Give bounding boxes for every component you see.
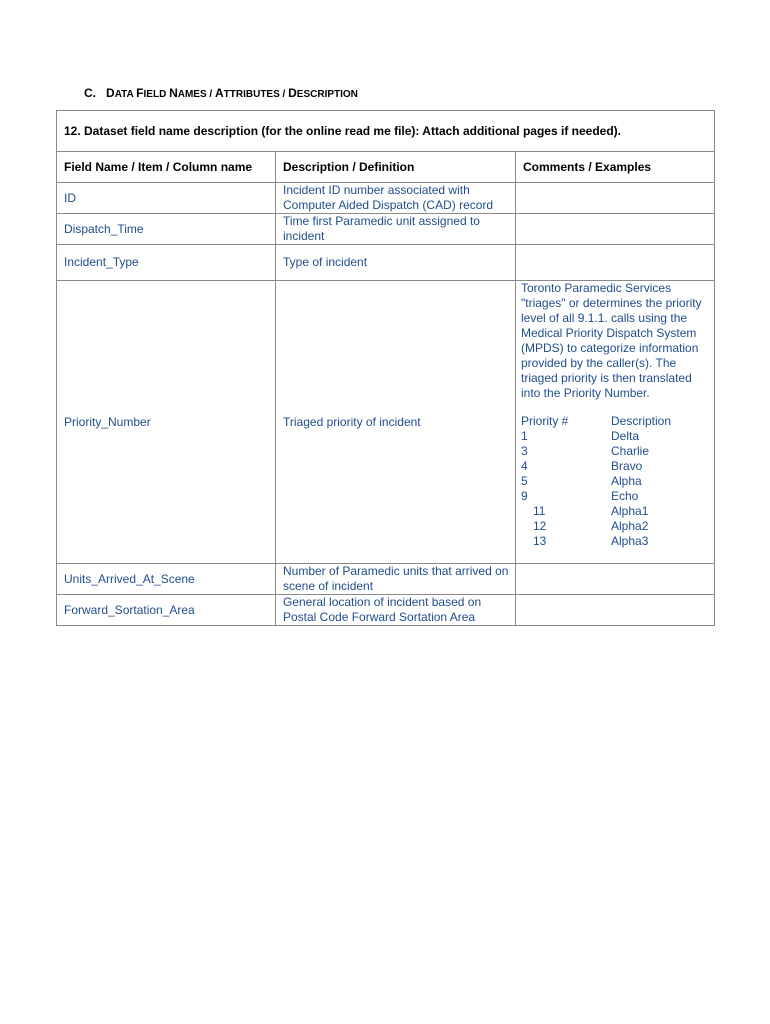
section-heading bbox=[84, 86, 358, 100]
comments-cell bbox=[516, 281, 715, 564]
priority-number-header: Priority # bbox=[521, 414, 569, 428]
section-letter: C. bbox=[84, 86, 96, 100]
priority-code: Alpha1 bbox=[611, 504, 649, 518]
priority-number: 4 bbox=[521, 459, 528, 473]
list-item bbox=[521, 429, 671, 444]
field-description-table bbox=[56, 110, 715, 626]
table-row bbox=[57, 595, 715, 626]
field-name-cell: ID bbox=[57, 183, 276, 214]
section-title-word-2: FIELD bbox=[136, 86, 170, 100]
section-title-word-5: DESCRIPTION bbox=[288, 86, 358, 100]
priority-code: Alpha2 bbox=[611, 519, 649, 533]
description-cell: Triaged priority of incident bbox=[276, 281, 516, 564]
table-row bbox=[57, 183, 715, 214]
priority-number: 9 bbox=[521, 489, 528, 503]
priority-number: 1 bbox=[521, 429, 528, 443]
priority-number: 12 bbox=[533, 519, 547, 533]
field-name-cell: Units_Arrived_At_Scene bbox=[57, 564, 276, 595]
header-comments: Comments / Examples bbox=[516, 152, 715, 183]
comments-cell bbox=[516, 214, 715, 245]
description-cell: General location of incident based on Postal Code Forward Sortation Area bbox=[276, 595, 516, 626]
priority-code: Alpha3 bbox=[611, 534, 649, 548]
header-description: Description / Definition bbox=[276, 152, 516, 183]
priority-legend bbox=[521, 414, 671, 549]
table-row bbox=[57, 281, 715, 564]
table-caption-row bbox=[57, 111, 715, 152]
priority-number: 5 bbox=[521, 474, 528, 488]
priority-legend-header bbox=[521, 414, 671, 429]
priority-code: Bravo bbox=[611, 459, 643, 473]
table-caption: 12. Dataset field name description (for the online read me file): Attach additional pages if needed). bbox=[57, 111, 715, 152]
list-item bbox=[521, 459, 671, 474]
table-row bbox=[57, 245, 715, 281]
table-header-row bbox=[57, 152, 715, 183]
comments-cell bbox=[516, 595, 715, 626]
priority-explanation: Toronto Paramedic Services "triages" or determines the priority level of all 9.1.1. calls using the Medical Priority Dispatch System (MPDS) to categorize information provided by the caller(s). The triaged priority is then translated into the Priority Number. bbox=[521, 281, 702, 400]
table-row bbox=[57, 564, 715, 595]
table-row bbox=[57, 214, 715, 245]
field-name-cell: Incident_Type bbox=[57, 245, 276, 281]
section-title-word-3: NAMES / bbox=[169, 86, 215, 100]
field-name-cell: Priority_Number bbox=[57, 281, 276, 564]
comments-cell bbox=[516, 564, 715, 595]
field-name-cell: Forward_Sortation_Area bbox=[57, 595, 276, 626]
list-item bbox=[521, 504, 671, 519]
priority-code: Charlie bbox=[611, 444, 650, 458]
list-item bbox=[521, 489, 671, 504]
priority-code: Echo bbox=[611, 489, 639, 503]
section-title-word-1: DATA bbox=[106, 86, 137, 100]
priority-number: 3 bbox=[521, 444, 528, 458]
comments-cell bbox=[516, 183, 715, 214]
description-cell: Time first Paramedic unit assigned to incident bbox=[276, 214, 516, 245]
priority-number: 11 bbox=[533, 504, 546, 518]
field-name-cell: Dispatch_Time bbox=[57, 214, 276, 245]
list-item bbox=[521, 444, 671, 459]
header-field-name: Field Name / Item / Column name bbox=[57, 152, 276, 183]
description-cell: Number of Paramedic units that arrived on scene of incident bbox=[276, 564, 516, 595]
priority-code: Delta bbox=[611, 429, 640, 443]
priority-description-header: Description bbox=[611, 414, 672, 428]
description-cell: Type of incident bbox=[276, 245, 516, 281]
priority-number: 13 bbox=[533, 534, 547, 548]
list-item bbox=[521, 519, 671, 534]
list-item bbox=[521, 534, 671, 549]
section-title-word-4: ATTRIBUTES / bbox=[214, 86, 289, 100]
list-item bbox=[521, 474, 671, 489]
priority-code: Alpha bbox=[611, 474, 642, 488]
description-cell: Incident ID number associated with Computer Aided Dispatch (CAD) record bbox=[276, 183, 516, 214]
comments-cell bbox=[516, 245, 715, 281]
